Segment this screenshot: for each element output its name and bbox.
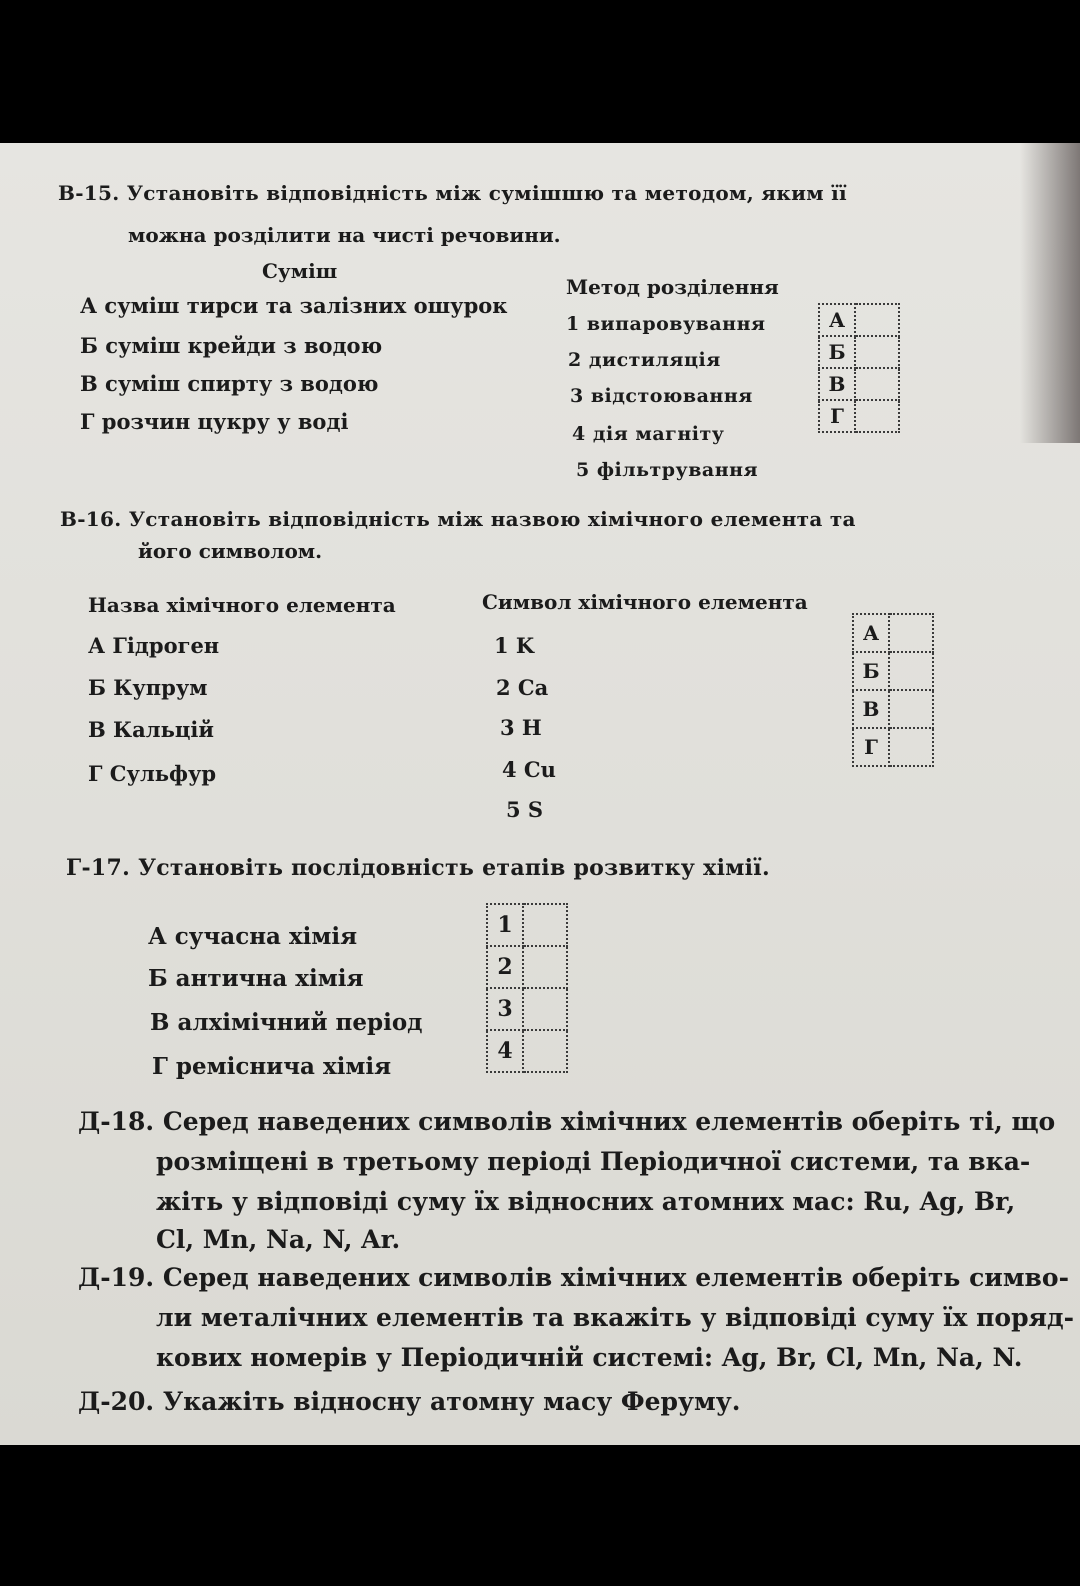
question-15-text-line1: Установіть відповідність між сумішшю та методом, яким її [126,181,847,205]
question-18-text-line1: Серед наведених символів хімічних елементів оберіть ті, що [162,1107,1056,1136]
question-15-title [58,181,847,205]
question-19-number: Д-19. [78,1263,155,1292]
answer-key-label: В [853,690,889,728]
question-18-text-line4: Cl, Mn, Na, N, Ar. [156,1225,401,1254]
question-19-text-line1: Серед наведених символів хімічних елементів оберіть симво- [162,1263,1069,1292]
answer-key-label: А [853,614,889,652]
question-15-right-item: 1 випаровування [566,313,766,335]
answer-key-label: В [819,368,855,400]
answer-cell[interactable] [855,400,899,432]
question-16-right-item: 5 S [506,797,544,822]
question-15-answer-grid [818,303,900,433]
question-16-left-item: А Гідроген [88,633,220,658]
question-17-item: В алхімічний період [150,1009,423,1036]
question-15-text-line2: можна розділити на чисті речовини. [128,223,561,247]
question-17-text: Установіть послідовність етапів розвитку хімії. [138,855,770,881]
answer-order-label: 1 [487,904,523,946]
question-20-text: Укажіть відносну атомну масу Феруму. [162,1387,741,1416]
question-17-answer-grid [486,903,568,1073]
question-20-number: Д-20. [78,1387,155,1416]
question-20 [78,1387,740,1416]
question-16-left-header: Назва хімічного елемента [88,593,396,617]
question-19-line1 [78,1263,1069,1292]
question-16-title [60,507,856,531]
question-16-right-item: 1 K [494,633,535,658]
answer-cell[interactable] [855,336,899,368]
worksheet-page [0,143,1080,1445]
answer-order-label: 4 [487,1030,523,1072]
question-16-text-line1: Установіть відповідність між назвою хімічного елемента та [128,507,856,531]
question-16-left-item: Г Сульфур [88,761,217,786]
answer-cell[interactable] [855,368,899,400]
question-16-left-item: Б Купрум [88,675,208,700]
question-19-text-line3: кових номерів у Періодичній системі: Ag, Br, Cl, Mn, Na, N. [156,1343,1023,1372]
answer-cell[interactable] [889,690,933,728]
answer-key-label: Г [819,400,855,432]
question-17-title [66,855,770,881]
answer-key-label: Б [819,336,855,368]
question-16-right-header: Символ хімічного елемента [482,590,808,614]
answer-key-label: А [819,304,855,336]
answer-cell[interactable] [523,1030,567,1072]
question-18-text-line2: розміщені в третьому періоді Періодичної системи, та вка- [156,1147,1031,1176]
answer-cell[interactable] [889,728,933,766]
question-15-right-header: Метод розділення [566,275,779,299]
answer-cell[interactable] [523,988,567,1030]
question-17-item: А сучасна хімія [148,923,358,950]
question-16-right-item: 2 Ca [496,675,549,700]
question-18-line1 [78,1107,1055,1136]
question-16-answer-grid [852,613,934,767]
question-15-right-item: 4 дія магніту [572,423,725,445]
question-16-left-item: В Кальцій [88,717,214,742]
question-17-item: Б антична хімія [148,965,364,992]
question-15-right-item: 3 відстоювання [570,385,753,407]
question-15-number: В-15. [58,181,120,205]
question-15-left-header: Суміш [262,259,338,283]
question-16-right-item: 3 H [500,715,542,740]
question-17-item: Г реміснича хімія [152,1053,392,1080]
answer-cell[interactable] [889,652,933,690]
question-19-text-line2: ли металічних елементів та вкажіть у відповіді суму їх поряд- [156,1303,1075,1332]
question-17-number: Г-17. [66,855,131,881]
page-edge-shadow [1020,143,1080,443]
answer-key-label: Б [853,652,889,690]
question-16-number: В-16. [60,507,122,531]
answer-order-label: 2 [487,946,523,988]
question-15-left-item: А суміш тирси та залізних ошурок [80,293,508,318]
question-15-left-item: В суміш спирту з водою [80,371,379,396]
question-15-left-item: Г розчин цукру у воді [80,409,349,434]
answer-cell[interactable] [855,304,899,336]
question-16-text-line2: його символом. [138,539,323,563]
question-18-text-line3: жіть у відповіді суму їх відносних атомних мас: Ru, Ag, Br, [156,1187,1016,1216]
answer-cell[interactable] [523,904,567,946]
question-15-right-item: 5 фільтрування [576,459,759,481]
question-18-number: Д-18. [78,1107,155,1136]
answer-order-label: 3 [487,988,523,1030]
answer-cell[interactable] [889,614,933,652]
question-15-right-item: 2 дистиляція [568,349,721,371]
answer-cell[interactable] [523,946,567,988]
answer-key-label: Г [853,728,889,766]
question-16-right-item: 4 Cu [502,757,556,782]
question-15-left-item: Б суміш крейди з водою [80,333,383,358]
